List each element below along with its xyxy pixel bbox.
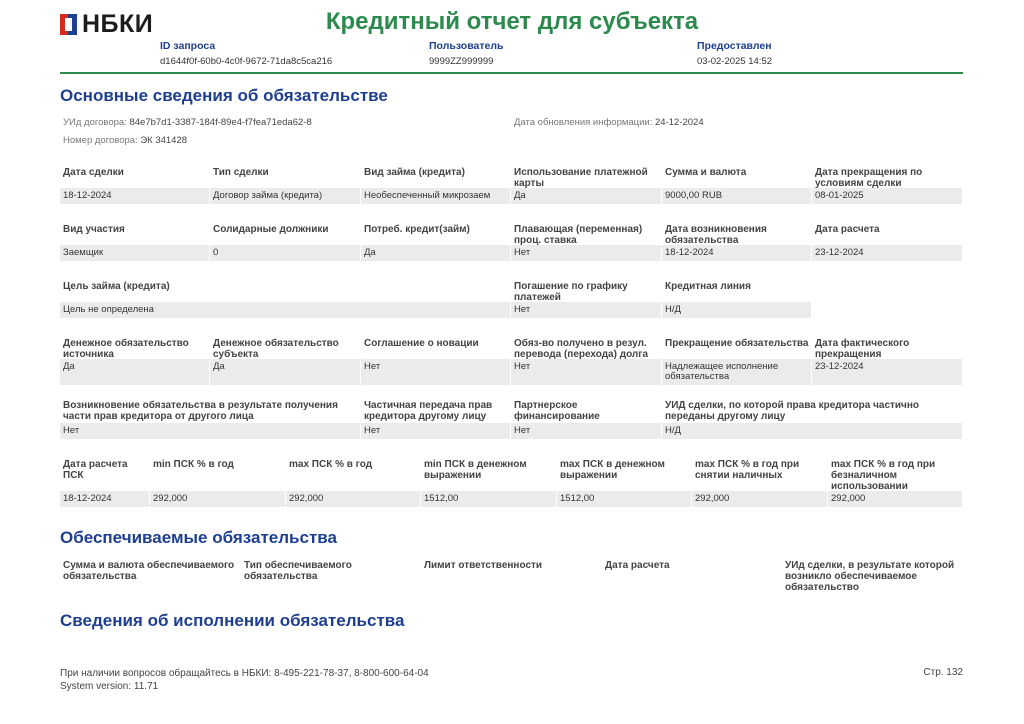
- page-title: Кредитный отчет для субъекта: [325, 8, 699, 35]
- field-label: Дата сделки: [63, 167, 124, 178]
- footer-version: System version: 11.71: [60, 681, 159, 692]
- field-label: Денежное обязательство субъекта: [213, 338, 339, 360]
- field-value: Нет: [511, 302, 662, 318]
- field-label: max ПСК % в год при безналичном использовании: [831, 459, 936, 492]
- field-value: Да: [60, 359, 210, 385]
- field-value: Да: [210, 359, 361, 385]
- field-value: Нет: [60, 423, 361, 439]
- logo-text: НБКИ: [82, 10, 154, 38]
- field-value: 292,000: [692, 491, 828, 507]
- field-value: 18-12-2024: [60, 491, 150, 507]
- field-label: Денежное обязательство источника: [63, 338, 189, 360]
- section-main-info-title: Основные сведения об обязательстве: [60, 86, 388, 105]
- field-value: Нет: [511, 423, 662, 439]
- field-value: 18-12-2024: [662, 245, 812, 261]
- field-value: Да: [361, 245, 511, 261]
- update-date-label: Дата обновления информации:: [514, 117, 653, 128]
- field-label: Лимит ответственности: [424, 560, 543, 571]
- request-id-label: ID запроса: [160, 40, 216, 52]
- provided-block: [697, 40, 772, 67]
- field-label: Солидарные должники: [213, 224, 329, 235]
- field-value: 1512,00: [557, 491, 692, 507]
- user-block: [429, 40, 503, 67]
- field-value: Н/Д: [662, 302, 812, 318]
- field-value: Да: [511, 188, 662, 204]
- page-number: Стр. 132: [923, 667, 963, 678]
- field-label: Прекращение обязательства: [665, 338, 809, 349]
- field-label: УИд сделки, в результате которой возникло обеспечиваемое обязательство: [785, 560, 955, 593]
- contract-number-value: ЭК 341428: [140, 135, 188, 146]
- obligation-row-3: [60, 281, 963, 318]
- field-value: 9000,00 RUB: [662, 188, 812, 204]
- field-value: Цель не определена: [60, 302, 511, 318]
- field-label: Дата фактического прекращения: [815, 338, 910, 360]
- field-label: Партнерское финансирование: [514, 400, 600, 422]
- contract-uid: [63, 117, 312, 128]
- field-value: 292,000: [150, 491, 286, 507]
- footer: [60, 667, 429, 693]
- field-label: Использование платежной карты: [514, 167, 648, 189]
- field-value: Нет: [361, 359, 511, 385]
- update-date: [514, 117, 704, 128]
- field-label: Соглашение о новации: [364, 338, 479, 349]
- obligation-row-4: [60, 338, 963, 385]
- field-label: Возникновение обязательства в результате получения части прав кредитора от другого лица: [63, 400, 338, 422]
- footer-contact: При наличии вопросов обращайтесь в НБКИ: 8-495-221-78-37, 8-800-600-64-04: [60, 668, 429, 679]
- field-label: Дата прекращения по условиям сделки: [815, 167, 923, 189]
- field-label: Погашение по графику платежей: [514, 281, 628, 303]
- field-value: Нет: [361, 423, 511, 439]
- obligation-row-5: [60, 400, 963, 439]
- field-label: Потреб. кредит(займ): [364, 224, 470, 235]
- field-value: Заемщик: [60, 245, 210, 261]
- request-id-block: [160, 40, 332, 67]
- field-label: Обяз-во получено в резул. перевода (перехода) долга: [514, 338, 649, 360]
- secured-obligations-header: [60, 560, 963, 593]
- field-label: Тип сделки: [213, 167, 269, 178]
- field-label: max ПСК % в год: [289, 459, 373, 470]
- field-label: Дата расчета: [605, 560, 670, 571]
- field-value: Нет: [511, 245, 662, 261]
- field-label: max ПСК % в год при снятии наличных: [695, 459, 800, 481]
- field-label: Плавающая (переменная) проц. ставка: [514, 224, 643, 246]
- field-label: Кредитная линия: [665, 281, 751, 292]
- contract-number-label: Номер договора:: [63, 135, 138, 146]
- provided-value: 03-02-2025 14:52: [697, 56, 773, 67]
- field-label: Сумма и валюта обеспечиваемого обязательства: [63, 560, 235, 582]
- field-value: Необеспеченный микрозаем: [361, 188, 511, 204]
- field-value: Н/Д: [662, 423, 963, 439]
- field-label: УИД сделки, по которой права кредитора частично переданы другому лицу: [665, 400, 920, 422]
- field-value: Нет: [511, 359, 662, 385]
- field-label: Дата возникновения обязательства: [665, 224, 767, 246]
- field-label: min ПСК в денежном выражении: [424, 459, 527, 481]
- field-value: Договор займа (кредита): [210, 188, 361, 204]
- field-label: Частичная передача прав кредитора другому лицу: [364, 400, 493, 422]
- field-value: 08-01-2025: [812, 188, 963, 204]
- obligation-row-2: [60, 224, 963, 261]
- contract-number: [63, 135, 187, 146]
- field-value: 23-12-2024: [812, 359, 963, 385]
- request-id-value: d1644f0f-60b0-4c0f-9672-71da8c5ca216: [160, 56, 333, 67]
- field-value: 18-12-2024: [60, 188, 210, 204]
- field-label: Дата расчета: [815, 224, 880, 235]
- field-value: 292,000: [286, 491, 421, 507]
- obligation-row-1: [60, 167, 963, 204]
- field-label: Сумма и валюта: [665, 167, 747, 178]
- field-label: Дата расчета ПСК: [63, 459, 128, 481]
- field-label: Вид займа (кредита): [364, 167, 465, 178]
- section-execution-title: Сведения об исполнении обязательства: [60, 611, 405, 630]
- user-label: Пользователь: [429, 40, 504, 52]
- field-label: Вид участия: [63, 224, 125, 235]
- field-label: Тип обеспечиваемого обязательства: [244, 560, 352, 582]
- field-value: 292,000: [828, 491, 963, 507]
- field-label: Цель займа (кредита): [63, 281, 170, 292]
- field-value: 0: [210, 245, 361, 261]
- field-value: Надлежащее исполнение обязательства: [662, 359, 812, 385]
- psk-row: [60, 459, 963, 507]
- contract-uid-label: УИд договора:: [63, 117, 127, 128]
- header-divider: [60, 72, 963, 74]
- field-label: max ПСК в денежном выражении: [560, 459, 665, 481]
- provided-label: Предоставлен: [697, 40, 772, 52]
- update-date-value: 24-12-2024: [655, 117, 704, 128]
- user-value: 9999ZZ999999: [429, 56, 494, 67]
- section-secured-obligations-title: Обеспечиваемые обязательства: [60, 528, 337, 547]
- field-label: min ПСК % в год: [153, 459, 234, 470]
- contract-uid-value: 84e7b7d1-3387-184f-89e4-f7fea71eda62-8: [129, 117, 312, 128]
- field-value: 1512,00: [421, 491, 557, 507]
- field-value: 23-12-2024: [812, 245, 963, 261]
